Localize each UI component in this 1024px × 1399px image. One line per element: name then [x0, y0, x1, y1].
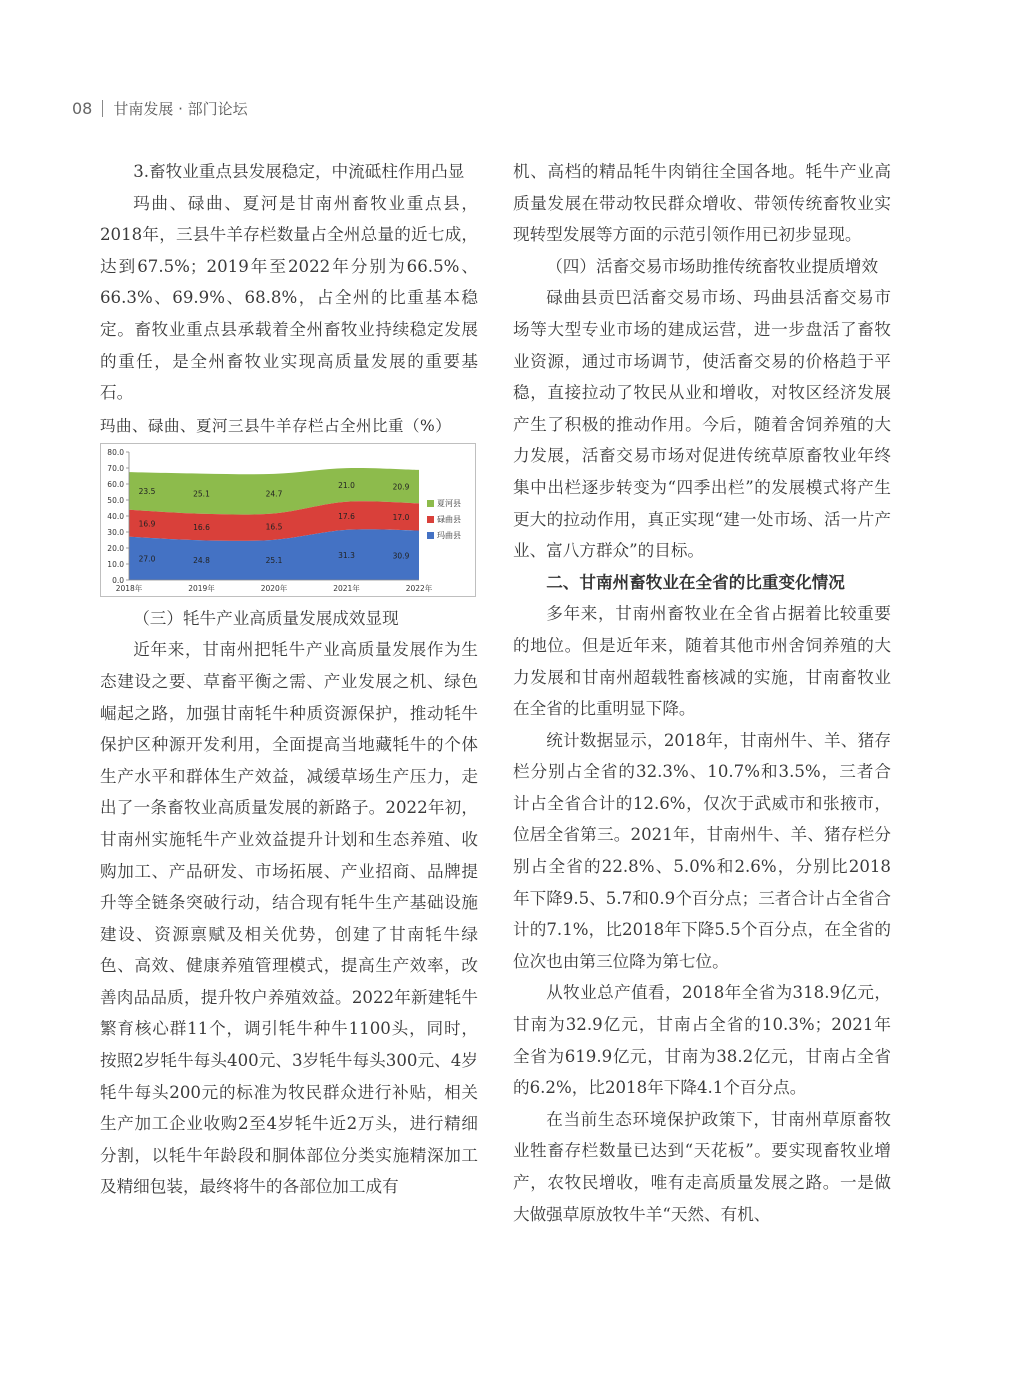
- data-label: 16.9: [138, 519, 156, 529]
- page-header: [72, 98, 248, 119]
- y-tick-label: 20.0: [107, 543, 124, 553]
- section-heading-bold: 二、甘南州畜牧业在全省的比重变化情况: [546, 571, 845, 592]
- data-label: 16.6: [193, 522, 210, 532]
- right-column: [513, 156, 891, 1230]
- data-label: 21.0: [338, 480, 355, 490]
- y-tick-label: 30.0: [107, 527, 124, 537]
- x-tick-label: 2021年: [333, 583, 360, 593]
- data-label: 24.7: [265, 489, 283, 499]
- data-label: 27.0: [138, 554, 156, 564]
- data-label: 25.1: [193, 489, 210, 499]
- paragraph: 在当前生态环境保护政策下，甘南州草原畜牧业牲畜存栏数量已达到“天花板”。要实现畜牧业增产，农牧民增收，唯有走高质量发展之路。一是做大做强草原放牧牛羊“天然、有机、: [513, 1109, 891, 1224]
- legend-swatch: [427, 516, 434, 523]
- page-number: 08: [72, 99, 93, 118]
- y-tick-label: 80.0: [107, 447, 124, 457]
- legend-label: 碌曲县: [437, 514, 461, 524]
- paragraph: 玛曲、碌曲、夏河是甘南州畜牧业重点县，2018年，三县牛羊存栏数量占全州总量的近七成，达到67.5%；2019年至2022年分别为66.5%、66.3%、69.9%、68.8%，占全州的比重基本稳定。畜牧业重点县承载着全州畜牧业持续稳定发展的重任，是全州畜牧业实现高质量发展的重要基石。: [100, 193, 478, 403]
- data-label: 24.8: [193, 555, 210, 565]
- chart-svg: [101, 444, 475, 596]
- data-label: 25.1: [265, 555, 283, 565]
- paragraph: 机、高档的精品牦牛肉销往全国各地。牦牛产业高质量发展在带动牧民群众增收、带领传统畜牧业实现转型发展等方面的示范引领作用已初步显现。: [513, 162, 891, 245]
- legend-swatch: [427, 500, 434, 507]
- data-label: 17.6: [338, 511, 355, 521]
- legend-swatch: [427, 532, 434, 539]
- x-tick-label: 2019年: [188, 583, 215, 593]
- paragraph: 统计数据显示，2018年，甘南州牛、羊、猪存栏分别占全省的32.3%、10.7%和3.5%，三者合计占全省合计的12.6%，仅次于武威市和张掖市，位居全省第三。2021年，甘南州牛、羊、猪存栏分别占全省的22.8%、5.0%和2.6%，分别比2018年下降9.5、5.7和0.9个百分点；三者合计占全省合计的7.1%，比2018年下降5.5个百分点，在全省的位次也由第三位降为第七位。: [513, 730, 891, 971]
- y-tick-label: 40.0: [107, 511, 124, 521]
- paragraph: 从牧业总产值看，2018年全省为318.9亿元，甘南为32.9亿元，甘南占全省的10.3%；2021年全省为619.9亿元，甘南为38.2亿元，甘南占全省的6.2%，比2018年下降4.1个百分点。: [513, 983, 891, 1098]
- legend-label: 玛曲县: [437, 530, 461, 540]
- paragraph: 多年来，甘南州畜牧业在全省占据着比较重要的地位。但是近年来，随着其他市州舍饲养殖的大力发展和甘南州超载牲畜核减的实施，甘南畜牧业在全省的比重明显下降。: [513, 604, 891, 719]
- y-tick-label: 70.0: [107, 463, 124, 473]
- section-title: 甘南发展 · 部门论坛: [113, 100, 248, 118]
- x-tick-label: 2020年: [260, 583, 288, 593]
- left-column: [100, 156, 478, 1203]
- section-heading: （四）活畜交易市场助推传统畜牧业提质增效: [546, 256, 879, 276]
- x-tick-label: 2022年: [405, 583, 433, 593]
- subsection-heading: 3.畜牧业重点县发展稳定，中流砥柱作用凸显: [133, 162, 465, 181]
- data-label: 30.9: [392, 551, 410, 561]
- y-tick-label: 0.0: [112, 575, 124, 585]
- legend-label: 夏河县: [437, 498, 461, 508]
- paragraph: 碌曲县贡巴活畜交易市场、玛曲县活畜交易市场等大型专业市场的建成运营，进一步盘活了畜牧业资源，通过市场调节，使活畜交易的价格趋于平稳，直接拉动了牧民从业和增收，对牧区经济发展产生了积极的推动作用。今后，随着舍饲养殖的大力发展，活畜交易市场对促进传统草原畜牧业年终集中出栏逐步转变为“四季出栏”的发展模式将产生更大的拉动作用，真正实现“建一处市场、活一片产业、富八方群众”的目标。: [513, 288, 891, 561]
- header-divider: [102, 100, 103, 117]
- y-tick-label: 10.0: [107, 559, 124, 569]
- chart-caption: 玛曲、碌曲、夏河三县牛羊存栏占全州比重（%）: [100, 416, 452, 435]
- data-label: 17.0: [392, 512, 410, 522]
- paragraph: 近年来，甘南州把牦牛产业高质量发展作为生态建设之要、草畜平衡之需、产业发展之机、绿色崛起之路，加强甘南牦牛种质资源保护，推动牦牛保护区种源开发利用，全面提高当地藏牦牛的个体生产水平和群体生产效益，减缓草场生产压力，走出了一条畜牧业高质量发展的新路子。2022年初，甘南州实施牦牛产业效益提升计划和生态养殖、收购加工、产品研发、市场拓展、产业招商、品牌提升等全链条突破行动，结合现有牦牛生产基础设施建设、资源禀赋及相关优势，创建了甘南牦牛绿色、高效、健康养殖管理模式，提高生产效率，改善肉品品质，提升牧户养殖效益。2022年新建牦牛繁育核心群11个，调引牦牛种牛1100头，同时，按照2岁牦牛每头400元、3岁牦牛每头300元、4岁牦牛每头200元的标准为牧民群众进行补贴，相关生产加工企业收购2至4岁牦牛近2万头，进行精细分割，以牦牛年龄段和胴体部位分类实施精深加工及精细包装，最终将牛的各部位加工成有: [100, 640, 478, 1197]
- data-label: 31.3: [338, 550, 355, 560]
- y-tick-label: 60.0: [107, 479, 124, 489]
- stacked-area-chart: [100, 443, 476, 597]
- data-label: 23.5: [138, 486, 156, 496]
- section-heading: （三）牦牛产业高质量发展成效显现: [133, 608, 399, 628]
- data-label: 20.9: [392, 482, 410, 492]
- y-tick-label: 50.0: [107, 495, 124, 505]
- data-label: 16.5: [265, 522, 283, 532]
- x-tick-label: 2018年: [115, 583, 143, 593]
